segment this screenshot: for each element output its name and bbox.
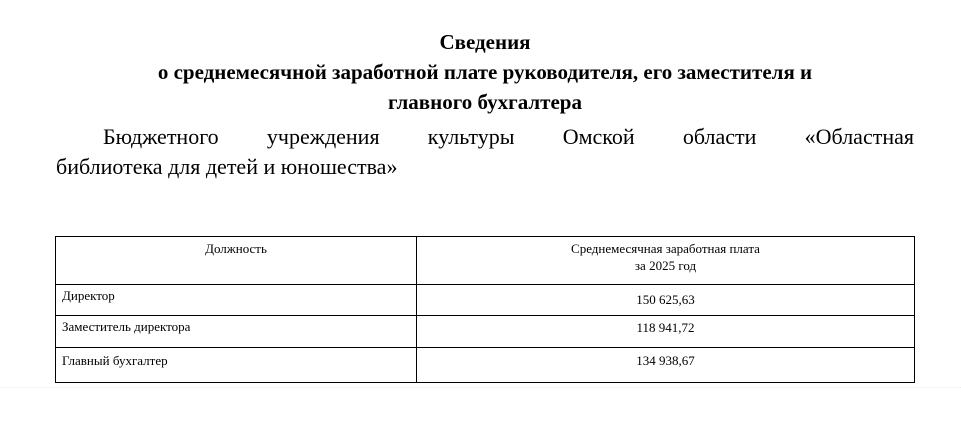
salary-table: [55, 236, 915, 383]
column-header-position: Должность: [56, 237, 417, 285]
organization-name-line-2: библиотека для детей и юношества»: [56, 154, 398, 179]
table-row: [56, 316, 915, 348]
column-header-salary-line-2: за 2025 год: [634, 258, 697, 273]
table-header-row: [56, 237, 915, 285]
heading-subtitle-line-2: главного бухгалтера: [388, 90, 582, 114]
salary-cell: 118 941,72: [417, 316, 915, 348]
salary-cell: 134 938,67: [417, 348, 915, 383]
column-header-salary: [417, 237, 915, 285]
heading-subtitle-line-1: о среднемесячной заработной плате руководителя, его заместителя и: [157, 60, 813, 84]
organization-name: [56, 122, 914, 182]
position-cell: Заместитель директора: [56, 316, 417, 348]
page-edge-divider: [0, 387, 961, 388]
column-header-salary-line-1: Среднемесячная заработная плата: [571, 241, 760, 256]
heading-title: Сведения: [439, 30, 531, 54]
document-heading: [40, 27, 930, 117]
position-cell: Главный бухгалтер: [56, 348, 417, 383]
table-row: [56, 348, 915, 383]
salary-cell: 150 625,63: [417, 285, 915, 316]
organization-name-line-1: Бюджетного учреждения культуры Омской области «Областная: [103, 124, 914, 149]
table-row: [56, 285, 915, 316]
position-cell: Директор: [56, 285, 417, 316]
